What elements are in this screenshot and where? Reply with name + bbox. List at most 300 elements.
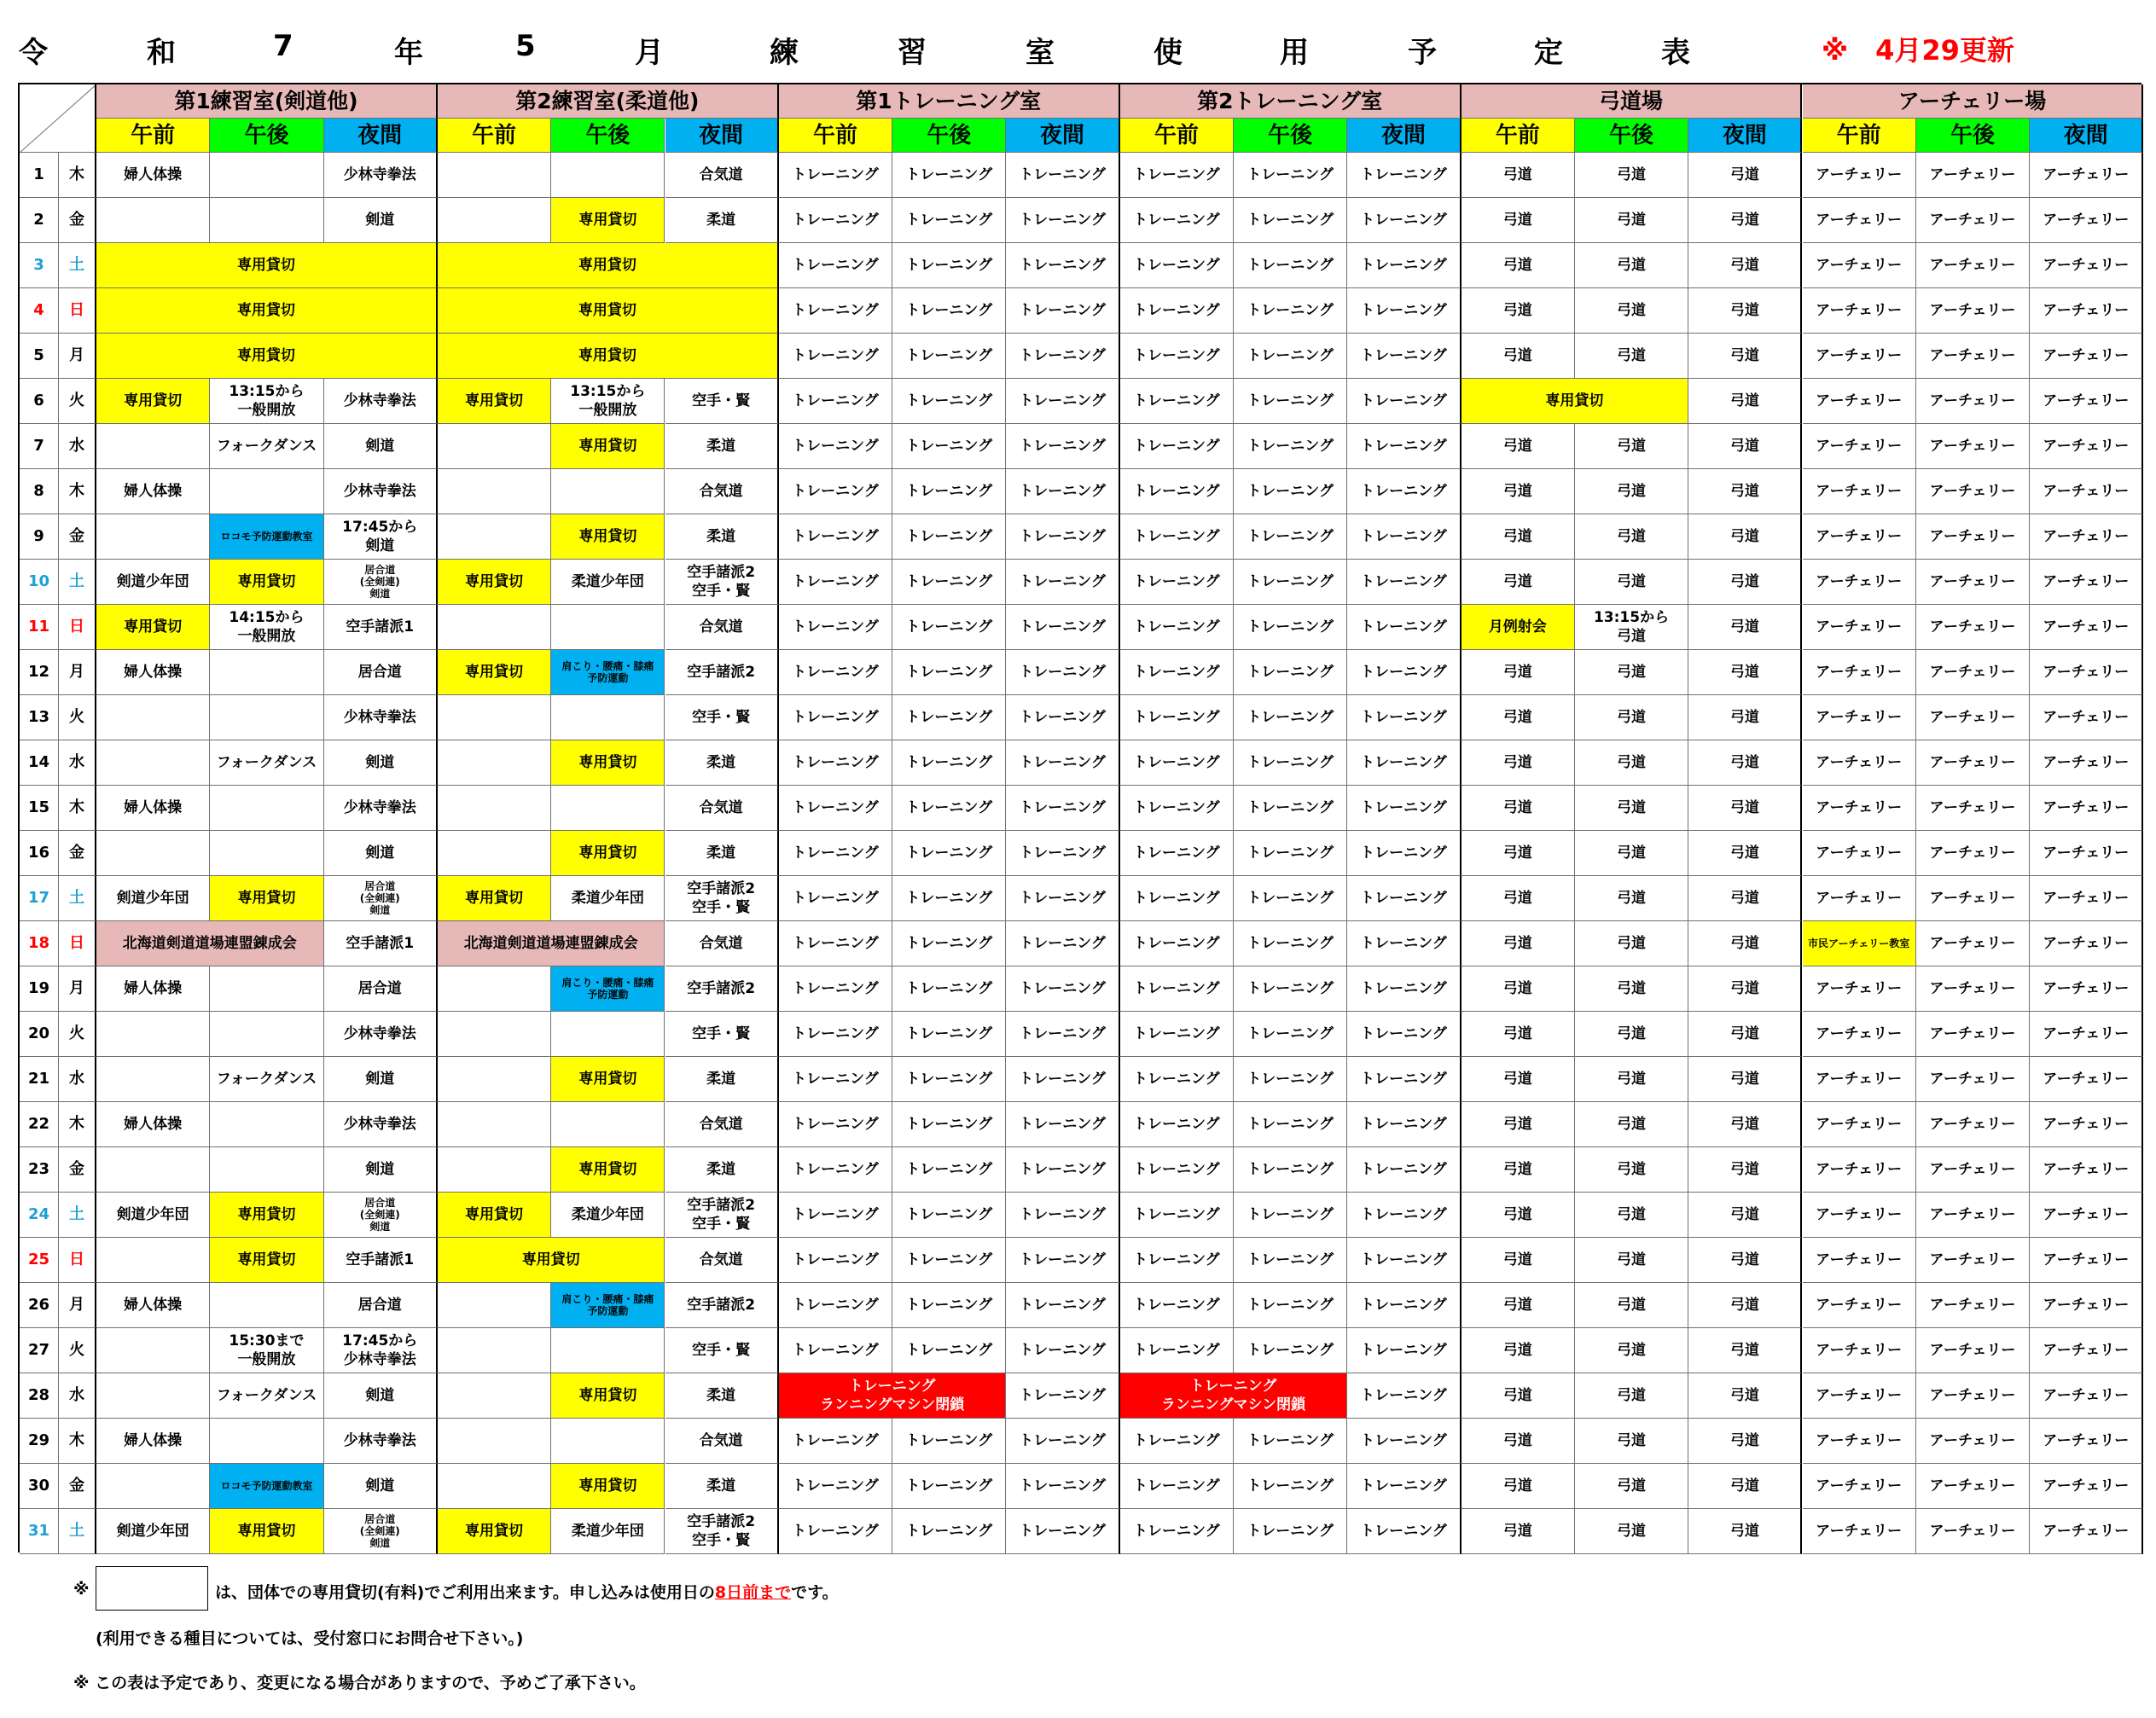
schedule-cell [96,786,210,831]
cell-label: トレーニング [1247,1025,1334,1042]
cell-label: アーチェリー [2043,1251,2130,1268]
schedule-cell [438,786,551,831]
cell-label: 弓道 [1617,890,1647,907]
schedule-cell [1006,1464,1119,1509]
schedule-cell [1575,334,1688,379]
cell-label: 弓道 [1729,618,1759,636]
schedule-cell [551,1419,665,1464]
cell-label: トレーニング [1019,1523,1106,1540]
schedule-cell [779,1328,892,1373]
title-char: 表 [1661,36,1690,70]
schedule-cell [665,198,779,243]
cell-label: アーチェリー [2043,1071,2130,1088]
cell-label: トレーニング [1019,844,1106,862]
schedule-cell [779,605,892,650]
schedule-cell [1234,695,1347,740]
schedule-cell [96,1464,210,1509]
cell-label: 専用貸切 [578,438,637,455]
cell-label: トレーニング [1019,1025,1106,1042]
schedule-cell [665,424,779,469]
cell-label: アーチェリー [2043,664,2130,681]
schedule-cell [779,514,892,560]
cell-label: トレーニング [792,618,879,636]
cell-label: トレーニング [1133,709,1220,726]
cell-label: トレーニング [1247,438,1334,455]
schedule-cell [1347,1283,1461,1328]
schedule-cell [779,1238,892,1283]
schedule-cell [1120,198,1234,243]
cell-label: 弓道 [1617,935,1647,952]
cell-label: トレーニング [1360,573,1447,590]
schedule-cell [1234,1328,1347,1373]
cell-label: 空手諸派2 [687,1297,756,1314]
cell-label: トレーニング [1133,438,1220,455]
day-of-week: 土 [59,876,96,921]
cell-label: 柔道 [706,1071,736,1088]
schedule-cell [1347,876,1461,921]
day-number: 29 [20,1419,59,1464]
schedule-cell [1916,1057,2030,1102]
day-number: 25 [20,1238,59,1283]
cell-label: トレーニング [1019,573,1106,590]
schedule-cell [1234,288,1347,334]
schedule-cell [1234,153,1347,198]
schedule-cell [551,786,665,831]
schedule-cell [1575,469,1688,514]
cell-label: トレーニング [792,709,879,726]
schedule-cell [1688,650,1802,695]
schedule-cell [438,1464,551,1509]
cell-label: アーチェリー [2043,935,2130,952]
day-number: 27 [20,1328,59,1373]
schedule-cell [892,153,1006,198]
schedule-cell [1234,605,1347,650]
cell-label: 弓道 [1729,709,1759,726]
schedule-cell [1006,1283,1119,1328]
schedule-cell [892,876,1006,921]
cell-label: 弓道 [1617,1432,1647,1449]
schedule-cell [1234,514,1347,560]
schedule-cell [1575,831,1688,876]
cell-label: トレーニング [1360,1297,1447,1314]
schedule-cell [96,243,438,288]
cell-label: 合気道 [699,1432,743,1449]
schedule-cell [1688,1102,1802,1147]
schedule-cell [324,198,438,243]
cell-label: 弓道 [1729,664,1759,681]
schedule-cell [1347,1464,1461,1509]
cell-label: トレーニング [792,257,879,274]
schedule-cell [551,560,665,605]
schedule-cell [1234,243,1347,288]
cell-label: トレーニング [905,618,993,636]
cell-label: トレーニング [1360,166,1447,183]
facility-header: 第1練習室(剣道他) [96,84,438,119]
schedule-cell [438,560,551,605]
cell-label: 専用貸切 [578,347,636,364]
cell-label: トレーニング [1019,754,1106,771]
cell-label: アーチェリー [1929,392,2016,409]
cell-label: トレーニング [792,799,879,816]
cell-label: トレーニング [1247,1116,1334,1133]
cell-label: 空手諸派1 [346,618,415,636]
cell-label: トレーニング [1247,257,1334,274]
schedule-cell [1462,1373,1575,1419]
schedule-cell [96,514,210,560]
cell-label: トレーニング [1019,483,1106,500]
cell-label: 弓道 [1617,1071,1647,1088]
day-of-week: 火 [59,1012,96,1057]
period-header: 午前 [1120,119,1234,153]
day-number: 14 [20,740,59,786]
period-header: 午前 [779,119,892,153]
schedule-cell [324,1238,438,1283]
header-corner [20,84,96,153]
schedule-cell [1006,334,1119,379]
schedule-cell [665,740,779,786]
schedule-cell [779,876,892,921]
cell-label: 少林寺拳法 [343,799,416,816]
cell-label: アーチェリー [2043,302,2130,319]
cell-label: トレーニング [905,212,993,229]
cell-label: 弓道 [1502,1116,1532,1133]
schedule-cell [2030,605,2143,650]
cell-label: 空手諸派2 空手・賢 [687,564,756,600]
schedule-cell [1347,1509,1461,1554]
cell-label: トレーニング [792,1251,879,1268]
schedule-cell [665,1283,779,1328]
schedule-cell [665,1238,779,1283]
schedule-cell [438,921,665,966]
schedule-cell [1916,966,2030,1012]
day-of-week: 土 [59,243,96,288]
cell-label: トレーニング [1360,618,1447,636]
schedule-cell [438,379,551,424]
schedule-cell [665,966,779,1012]
cell-label: 弓道 [1502,212,1532,229]
cell-label: 弓道 [1502,1206,1532,1223]
schedule-cell [1234,650,1347,695]
schedule-cell [1803,786,1916,831]
cell-label: トレーニング [1019,1206,1106,1223]
cell-label: 弓道 [1502,257,1532,274]
schedule-cell [1234,1012,1347,1057]
schedule-cell [1462,1057,1575,1102]
cell-label: 13:15から 弓道 [1593,609,1670,645]
schedule-cell [1347,650,1461,695]
cell-label: トレーニング [905,1161,993,1178]
page-title [19,22,2007,73]
cell-label: アーチェリー [1929,483,2016,500]
schedule-cell [665,605,779,650]
schedule-cell [1234,1057,1347,1102]
day-of-week: 金 [59,514,96,560]
schedule-cell [779,1373,1007,1419]
period-header: 午後 [551,119,665,153]
schedule-cell [1803,1373,1916,1419]
cell-label: 弓道 [1729,483,1759,500]
title-char: 用 [1280,36,1309,70]
cell-label: 弓道 [1502,528,1532,545]
schedule-cell [665,831,779,876]
cell-label: トレーニング [905,844,993,862]
cell-label: 肩こり・腰痛・膝痛 予防運動 [561,1293,654,1317]
schedule-cell [892,243,1006,288]
cell-label: トレーニング [1360,844,1447,862]
schedule-cell [210,740,323,786]
schedule-cell [779,1193,892,1238]
schedule-cell [1803,1057,1916,1102]
cell-label: トレーニング [1360,1025,1447,1042]
cell-label: トレーニング [1133,799,1220,816]
cell-label: 婦人体操 [124,1116,183,1133]
cell-label: トレーニング [1247,212,1334,229]
cell-label: 剣道少年団 [116,890,189,907]
schedule-cell [1347,514,1461,560]
cell-label: トレーニング [1019,166,1106,183]
cell-label: アーチェリー [1929,1071,2016,1088]
schedule-cell [1688,786,1802,831]
cell-label: 弓道 [1617,1116,1647,1133]
cell-label: トレーニング [905,392,993,409]
schedule-cell [1688,288,1802,334]
day-of-week: 火 [59,695,96,740]
schedule-cell [438,831,551,876]
corner-diagonal [20,84,95,153]
schedule-cell [551,1012,665,1057]
schedule-cell [324,1373,438,1419]
cell-label: 合気道 [699,483,743,500]
schedule-cell [1006,695,1119,740]
schedule-cell [1916,334,2030,379]
cell-label: 剣道 [365,1477,395,1495]
cell-label: アーチェリー [1929,799,2016,816]
period-header: 夜間 [1688,119,1802,153]
schedule-cell [96,1328,210,1373]
schedule-cell [1234,1419,1347,1464]
schedule-cell [1803,198,1916,243]
schedule-cell [1120,1147,1234,1193]
schedule-cell [1916,379,2030,424]
cell-label: アーチェリー [1929,980,2016,997]
schedule-cell [2030,786,2143,831]
cell-label: 弓道 [1617,438,1647,455]
schedule-cell [1006,605,1119,650]
schedule-cell [1803,1283,1916,1328]
schedule-cell [1120,243,1234,288]
schedule-cell [1347,469,1461,514]
cell-label: 弓道 [1617,1523,1647,1540]
cell-label: アーチェリー [1929,754,2016,771]
schedule-cell [2030,876,2143,921]
day-of-week: 月 [59,650,96,695]
schedule-cell [1120,153,1234,198]
cell-label: 剣道少年団 [116,1523,189,1540]
cell-label: 剣道 [365,212,395,229]
period-header: 夜間 [324,119,438,153]
schedule-cell [1234,1102,1347,1147]
schedule-cell [1120,605,1234,650]
schedule-cell [324,1283,438,1328]
cell-label: トレーニング [1019,980,1106,997]
schedule-cell [1234,1238,1347,1283]
cell-label: アーチェリー [1816,528,1903,545]
schedule-cell [892,1283,1006,1328]
cell-label: トレーニング [1360,935,1447,952]
cell-label: 専用貸切 [237,1523,296,1540]
cell-label: 専用貸切 [236,302,295,319]
schedule-cell [1916,1193,2030,1238]
cell-label: 弓道 [1617,709,1647,726]
day-number: 4 [20,288,59,334]
cell-label: トレーニング [905,257,993,274]
cell-label: アーチェリー [2043,392,2130,409]
schedule-cell [892,1509,1006,1554]
schedule-cell [1234,921,1347,966]
cell-label: トレーニング [792,1432,879,1449]
schedule-cell [1803,243,1916,288]
cell-label: トレーニング [1360,1206,1447,1223]
schedule-cell [1803,1102,1916,1147]
day-number: 30 [20,1464,59,1509]
schedule-cell [1006,1012,1119,1057]
schedule-cell [1575,876,1688,921]
cell-label: トレーニング [1133,1161,1220,1178]
cell-label: トレーニング [1133,1523,1220,1540]
cell-label: トレーニング [1133,1342,1220,1359]
cell-label: アーチェリー [1929,890,2016,907]
schedule-cell [1006,288,1119,334]
schedule-cell [1234,1193,1347,1238]
schedule-cell [779,334,892,379]
cell-label: 柔道 [706,844,736,862]
schedule-cell [210,831,323,876]
cell-label: トレーニング [1019,438,1106,455]
cell-label: ロコモ予防運動教室 [220,1479,313,1492]
schedule-cell [665,1057,779,1102]
cell-label: アーチェリー [1929,618,2016,636]
schedule-cell [1462,1012,1575,1057]
schedule-cell [324,740,438,786]
schedule-cell [1347,1193,1461,1238]
schedule-cell [2030,198,2143,243]
cell-label: 弓道 [1729,1432,1759,1449]
schedule-cell [324,966,438,1012]
schedule-cell [1462,605,1575,650]
cell-label: 弓道 [1617,1025,1647,1042]
day-of-week: 月 [59,334,96,379]
cell-label: 弓道 [1502,980,1532,997]
cell-label: アーチェリー [1816,1206,1903,1223]
period-header: 午後 [1575,119,1688,153]
cell-label: トレーニング [1019,302,1106,319]
title-char: 7 [273,29,293,63]
cell-label: 市民アーチェリー教室 [1808,937,1910,949]
schedule-cell [2030,514,2143,560]
cell-label: フォークダンス [216,754,317,771]
schedule-cell [1916,424,2030,469]
schedule-cell [1120,1057,1234,1102]
cell-label: トレーニング [1019,890,1106,907]
schedule-cell [1462,921,1575,966]
schedule-cell [551,1373,665,1419]
cell-label: トレーニング [792,166,879,183]
schedule-cell [1006,153,1119,198]
cell-label: 弓道 [1729,1342,1759,1359]
schedule-cell [96,1509,210,1554]
cell-label: トレーニング [1247,1071,1334,1088]
cell-label: 居合道 [357,664,402,681]
cell-label: トレーニング [1247,799,1334,816]
cell-label: トレーニング [1360,1432,1447,1449]
schedule-cell [324,695,438,740]
cell-label: 専用貸切 [124,392,183,409]
schedule-cell [1006,1193,1119,1238]
schedule-cell [1803,1238,1916,1283]
cell-label: アーチェリー [2043,212,2130,229]
cell-label: アーチェリー [2043,166,2130,183]
schedule-cell [210,1419,323,1464]
day-of-week: 金 [59,831,96,876]
cell-label: トレーニング [905,1206,993,1223]
schedule-cell [1347,1147,1461,1193]
schedule-cell [2030,1419,2143,1464]
facility-header: 第2練習室(柔道他) [438,84,779,119]
schedule-cell [1120,1373,1348,1419]
schedule-cell [1462,1147,1575,1193]
cell-label: トレーニング [1360,754,1447,771]
schedule-cell [1688,876,1802,921]
cell-label: トレーニング [1360,1161,1447,1178]
cell-label: トレーニング [1360,347,1447,364]
cell-label: 弓道 [1729,1206,1759,1223]
cell-label: 合気道 [699,935,743,952]
cell-label: トレーニング [1247,1523,1334,1540]
schedule-cell [665,650,779,695]
cell-label: アーチェリー [2043,347,2130,364]
cell-label: 柔道少年団 [571,890,644,907]
cell-label: トレーニング [1019,1342,1106,1359]
schedule-cell [324,921,438,966]
cell-label: トレーニング [792,573,879,590]
schedule-cell [96,1373,210,1419]
cell-label: 弓道 [1617,1251,1647,1268]
schedule-cell [1347,1373,1461,1419]
cell-label: トレーニング [1019,257,1106,274]
cell-label: アーチェリー [2043,1387,2130,1404]
schedule-cell [1688,966,1802,1012]
cell-label: アーチェリー [1929,528,2016,545]
schedule-cell [1688,424,1802,469]
cell-label: トレーニング [1133,1297,1220,1314]
cell-label: アーチェリー [2043,528,2130,545]
cell-label: 弓道 [1617,483,1647,500]
cell-label: 少林寺拳法 [343,166,416,183]
day-number: 18 [20,921,59,966]
schedule-cell [779,379,892,424]
cell-label: トレーニング [1247,528,1334,545]
cell-label: アーチェリー [1816,1477,1903,1495]
cell-label: トレーニング [1019,392,1106,409]
cell-label: 弓道 [1617,528,1647,545]
cell-label: 少林寺拳法 [343,483,416,500]
day-number: 1 [20,153,59,198]
schedule-cell [1688,153,1802,198]
cell-label: アーチェリー [2043,709,2130,726]
cell-label: 弓道 [1502,483,1532,500]
schedule-cell [1916,469,2030,514]
schedule-cell [1916,921,2030,966]
